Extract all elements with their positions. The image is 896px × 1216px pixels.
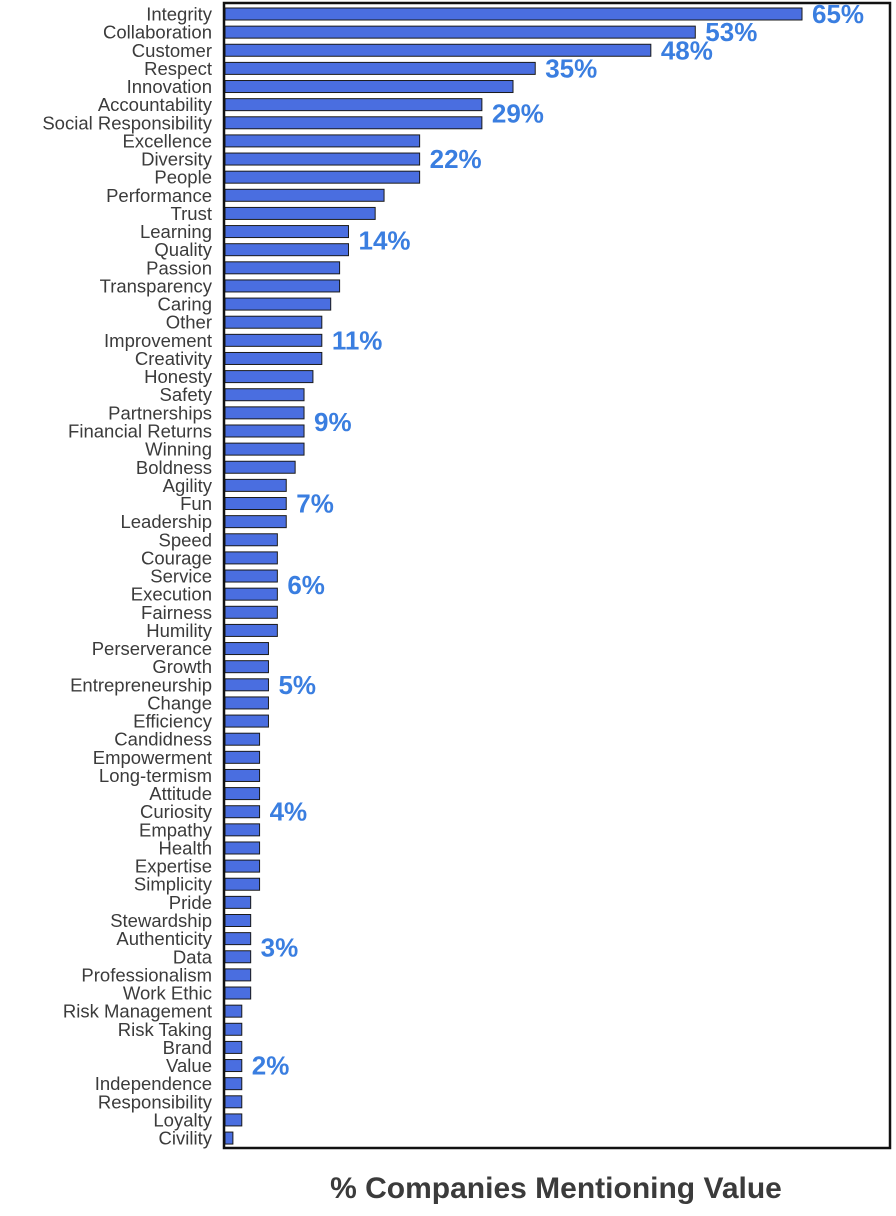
value-label: 4% [269,796,308,827]
bar [225,443,304,455]
bar [225,1132,233,1144]
category-label: Work Ethic [122,982,212,1004]
bar [225,915,251,927]
category-label: Loyalty [153,1109,212,1131]
category-label: Data [172,946,212,968]
category-label: Responsibility [97,1091,212,1113]
category-label: Agility [162,474,212,496]
bar [225,769,260,781]
category-label: Long-termism [98,764,212,786]
bar [225,207,375,219]
category-label: Independence [94,1073,212,1095]
category-label: Respect [144,57,212,79]
bar [225,661,268,673]
bar [225,1041,242,1053]
bar [225,624,277,636]
category-label: Change [147,692,212,714]
category-label: Civility [158,1127,212,1149]
category-label: Execution [130,583,212,605]
category-label: Health [158,837,212,859]
category-label: Excellence [122,130,212,152]
category-label: Performance [106,184,212,206]
bar [225,425,304,437]
bar [225,1005,242,1017]
bar [225,896,251,908]
bar [225,570,277,582]
bar [225,824,260,836]
category-label: Customer [131,39,212,61]
bar [225,389,304,401]
bar [225,788,260,800]
category-labels [42,4,212,1149]
category-label: Diversity [141,148,212,170]
bar [225,334,322,346]
category-label: Courage [141,547,212,569]
value-label: 5% [278,669,317,700]
bar [225,878,260,890]
category-label: Service [150,565,212,587]
category-label: Brand [162,1036,212,1058]
bar [225,316,322,328]
category-label: Learning [139,221,212,243]
category-label: Financial Returns [68,420,212,442]
bar [225,969,251,981]
bar [225,262,340,274]
category-label: Risk Management [62,1000,212,1022]
category-label: Humility [146,619,212,641]
value-label: 2% [251,1050,290,1081]
bar [225,806,260,818]
bar [225,371,313,383]
category-label: Innovation [126,76,212,98]
bar [225,534,277,546]
category-label: Improvement [104,329,212,351]
bar [225,298,331,310]
category-label: Trust [170,202,212,224]
bar [225,62,535,74]
bar [225,352,322,364]
bar [225,1114,242,1126]
category-label: Winning [145,438,212,460]
bar [225,679,268,691]
category-label: Caring [157,293,212,315]
category-label: Attitude [149,783,212,805]
bar [225,153,420,165]
category-label: Fun [180,493,212,515]
category-label: Accountability [97,94,212,116]
bar [225,987,251,999]
value-label: 53% [705,17,758,48]
bar [225,1096,242,1108]
value-label: 48% [660,35,713,66]
bar [225,407,304,419]
bar [225,933,251,945]
category-label: Stewardship [110,910,212,931]
bar [225,280,340,292]
category-label: Safety [159,384,212,406]
category-label: Efficiency [133,710,212,732]
category-label: People [154,166,212,188]
value-label: 3% [260,932,299,963]
bar [225,135,420,147]
category-label: Fairness [141,601,212,623]
bar [225,860,260,872]
bar [225,26,695,38]
bar [225,697,268,709]
bar [225,552,277,564]
value-label: 22% [429,144,482,175]
bar [225,516,286,528]
bar [225,643,268,655]
bar [225,171,420,183]
bar [225,117,482,129]
bar [225,244,348,256]
bar [225,1023,242,1035]
bar [225,81,513,93]
bar [225,189,384,201]
category-label: Growth [152,656,212,678]
category-label: Social Responsibility [42,112,212,134]
category-label: Value [166,1055,212,1077]
bar [225,951,251,963]
category-label: Speed [158,529,212,551]
bar [225,842,260,854]
category-label: Empowerment [92,746,212,768]
value-label: 6% [287,570,325,601]
bar [225,1078,242,1090]
bar [225,498,286,510]
category-label: Leadership [120,511,212,533]
bar [225,715,268,727]
category-label: Pride [168,891,212,913]
value-label: 14% [358,225,411,256]
category-label: Honesty [144,366,212,388]
category-label: Risk Taking [117,1018,212,1040]
category-label: Boldness [135,456,212,478]
category-label: Passion [146,257,212,279]
category-label: Empathy [138,819,212,841]
value-label: 11% [331,325,383,356]
category-label: Expertise [134,855,212,877]
category-label: Candidness [114,728,212,750]
category-label: Integrity [146,3,212,25]
bar [225,99,482,111]
category-label: Curiosity [140,801,212,823]
value-label: 9% [314,406,352,437]
category-label: Transparency [99,275,212,297]
category-label: Perserverance [91,638,212,660]
value-label: 65% [812,0,865,29]
bar [225,479,286,491]
category-label: Partnerships [108,402,212,424]
category-label: Authenticity [116,928,212,950]
bar [225,461,295,473]
value-label: 7% [296,488,334,519]
bar [225,606,277,618]
category-label: Simplicity [133,873,212,895]
value-label: 35% [545,53,598,84]
bar [225,588,277,600]
category-label: Other [165,311,212,333]
category-label: Collaboration [102,21,212,43]
bar [225,751,260,763]
bar [225,1060,242,1072]
category-label: Professionalism [81,964,212,986]
category-label: Creativity [134,347,212,369]
value-label: 29% [491,98,544,129]
category-label: Entrepreneurship [70,674,212,696]
bar [225,226,348,238]
bar [225,733,260,745]
x-axis-label: % Companies Mentioning Value [330,1172,782,1205]
category-label: Quality [154,239,212,261]
